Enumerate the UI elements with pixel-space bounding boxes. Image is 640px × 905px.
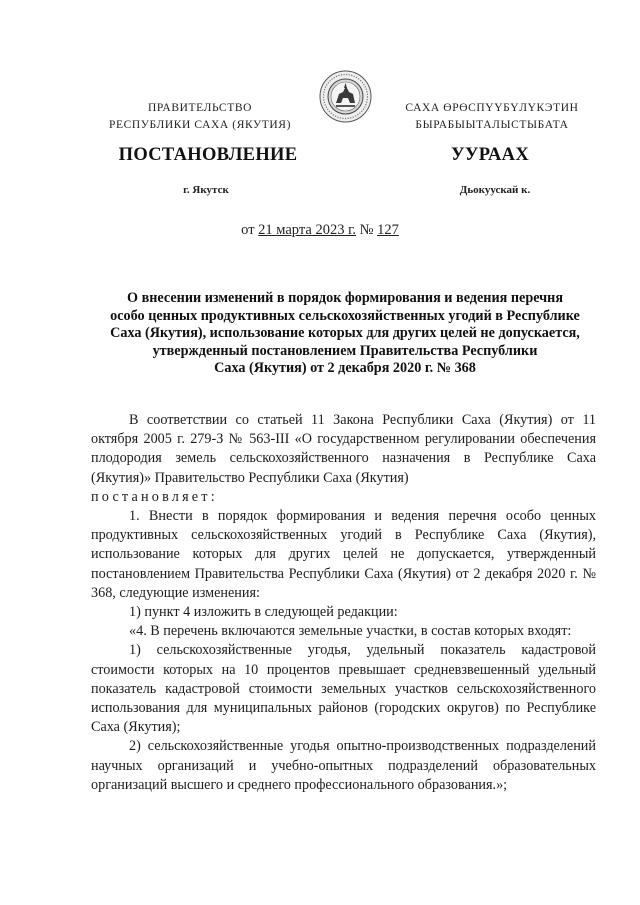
preamble-text: В соответствии со статьей 11 Закона Республики Саха (Якутия) от 11 октября 2005 г. 279-З № 563-III «О государственном регулировании обеспечения плодородия земель сельскохозяйственного назначения в Республике Саха (Якутия)» Правительство Республики Саха (Якутия) — [91, 412, 596, 486]
number-label: № — [356, 222, 378, 238]
document-date: 21 марта 2023 г. — [258, 222, 357, 238]
document-number: 127 — [377, 222, 399, 238]
body-paragraph-5: 2) сельскохозяйственные угодья опытно-производственных подразделений научных организаций и учебно-опытных подразделений образовательных организаций высшего и среднего профессионального образования.»; — [91, 738, 596, 793]
city-russian: г. Якутск — [183, 184, 229, 196]
header-left-line2: РЕСПУБЛИКИ САХА (ЯКУТИЯ) — [108, 119, 291, 131]
title-line: Саха (Якутия) от 2 декабря 2020 г. № 368 — [214, 360, 476, 377]
document-title — [95, 290, 595, 378]
city-yakut: Дьокуускай к. — [459, 184, 531, 196]
resolve-word: постановляет: — [91, 488, 218, 505]
body-paragraph-1: 1. Внести в порядок формирования и ведения перечня особо ценных продуктивных сельскохозяйственных угодий в Республике Саха (Якутия), использование которых для других целей не допускается, утвержденный постановлением Правительства Республики Саха (Якутия) от 2 декабря 2020 г. № 368, следующие изменения: — [91, 508, 596, 601]
doc-type-yakut: УУРААХ — [451, 145, 529, 165]
doc-type-russian: ПОСТАНОВЛЕНИЕ — [118, 145, 298, 165]
title-line: О внесении изменений в порядок формирования и ведения перечня — [126, 290, 563, 306]
body-paragraph-preamble — [91, 411, 596, 507]
body-paragraph-4: 1) сельскохозяйственные угодья, удельный показатель кадастровой стоимости которых на 10 процентов превышает средневзвешенный удельный показатель кадастровой стоимости земельных участков сельскохозяйственного использования для муниципальных районов (городских округов) по Республике Саха (Якутия); — [91, 642, 596, 736]
body-paragraph-3: «4. В перечень включаются земельные участки, в состав которых входят: — [129, 623, 572, 640]
title-line: утвержденный постановлением Правительства Республики — [152, 342, 538, 359]
title-line: Саха (Якутия), использование которых для других целей не допускается, — [110, 325, 580, 342]
header-right — [387, 100, 597, 134]
document-date-line — [0, 222, 640, 239]
document-body — [91, 411, 596, 795]
header-right-line2: БЫРАБЫЫТАЛЫСТЫБАТА — [415, 119, 569, 131]
date-prefix: от — [241, 222, 259, 238]
title-line: особо ценных продуктивных сельскохозяйственных угодий в Республике — [110, 307, 580, 324]
header-right-line1: САХА ӨРӨСПҮҮБҮЛҮКЭТИН — [405, 102, 579, 114]
republic-emblem-icon — [319, 70, 372, 123]
header-left-line1: ПРАВИТЕЛЬСТВО — [148, 102, 252, 114]
body-paragraph-2: 1) пункт 4 изложить в следующей редакции: — [129, 604, 398, 621]
header-left — [100, 100, 300, 134]
